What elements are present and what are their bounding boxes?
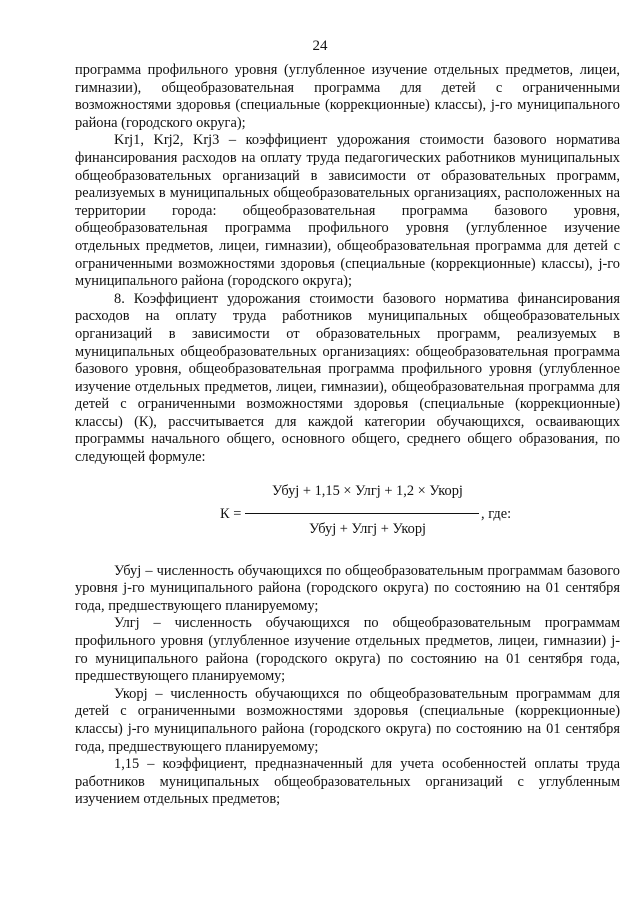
document-body [75, 62, 620, 809]
definition-ukor: Укорj – численность обучающихся по общеобразовательным программам для детей с ограниченными возможностями здоровья (специальные (коррекционные) классы) j-го муниципального района (городского округа) по состоянию на 01 сентября года, предшествующего планируемому; [75, 685, 620, 755]
paragraph-item-8: 8. Коэффициент удорожания стоимости базового норматива финансирования расходов на оплату труда работников муниципальных общеобразовательных организаций в зависимости от образовательных программ, реализуемых в муниципальных общеобразовательных организациях: общеобразовательная программа базового уровня, общеобразовательная программа профильного уровня (углубленное изучение отдельных предметов, лицеи, гимназии), общеобразовательная программа для детей с ограниченными возможностями здоровья (специальные (коррекционные) классы) (К), рассчитывается для каждой категории обучающихся, осваивающих программы начального общего, основного общего, среднего общего образования, по следующей формуле: [75, 290, 620, 466]
formula-denominator: Убуj + Улгj + Укорj [308, 520, 427, 537]
formula-where: , где: [481, 505, 512, 522]
fraction-bar [245, 513, 479, 514]
paragraph-continuation: программа профильного уровня (углубленное изучение отдельных предметов, лицеи, гимназии), общеобразовательная программа для детей с ограниченными возможностями здоровья (специальные (коррекционные) классы), j-го муниципального района (городского округа); [75, 62, 620, 131]
definition-ulg: Улгj – численность обучающихся по общеобразовательным программам профильного уровня (углубленное изучение отдельных предметов, лицеи, гимназии) j-го муниципального района (городского округа) по состоянию на 01 сентября года, предшествующего планируемому; [75, 615, 620, 685]
paragraph-krj-coefficient: Krj1, Krj2, Krj3 – коэффициент удорожания стоимости базового норматива финансирования расходов на оплату труда педагогических работников муниципальных общеобразовательных организаций в зависимости от образовательных программ, реализуемых в муниципальных общеобразовательных организациях, расположенных на территории города: общеобразовательная программа базового уровня, общеобразовательная программа профильного уровня (углубленное изучение отдельных предметов, лицеи, гимназии), общеобразовательная программа для детей с ограниченными возможностями здоровья (специальные (коррекционные) классы), j-го муниципального района (городского округа); [75, 132, 620, 290]
definition-ubu: Убуj – численность обучающихся по общеобразовательным программам базового уровня j-го муниципального района (городского округа) по состоянию на 01 сентября года, предшествующего планируемому; [75, 562, 620, 614]
coefficient-formula [75, 481, 620, 549]
page-number: 24 [312, 38, 328, 54]
formula-lhs: К = [220, 505, 242, 522]
formula-numerator: Убуj + 1,15 × Улгj + 1,2 × Укорj [272, 482, 463, 499]
definition-coefficient-115: 1,15 – коэффициент, предназначенный для учета особенностей оплаты труда работников муниципальных общеобразовательных организаций с углубленным изучением отдельных предметов; [75, 756, 620, 808]
